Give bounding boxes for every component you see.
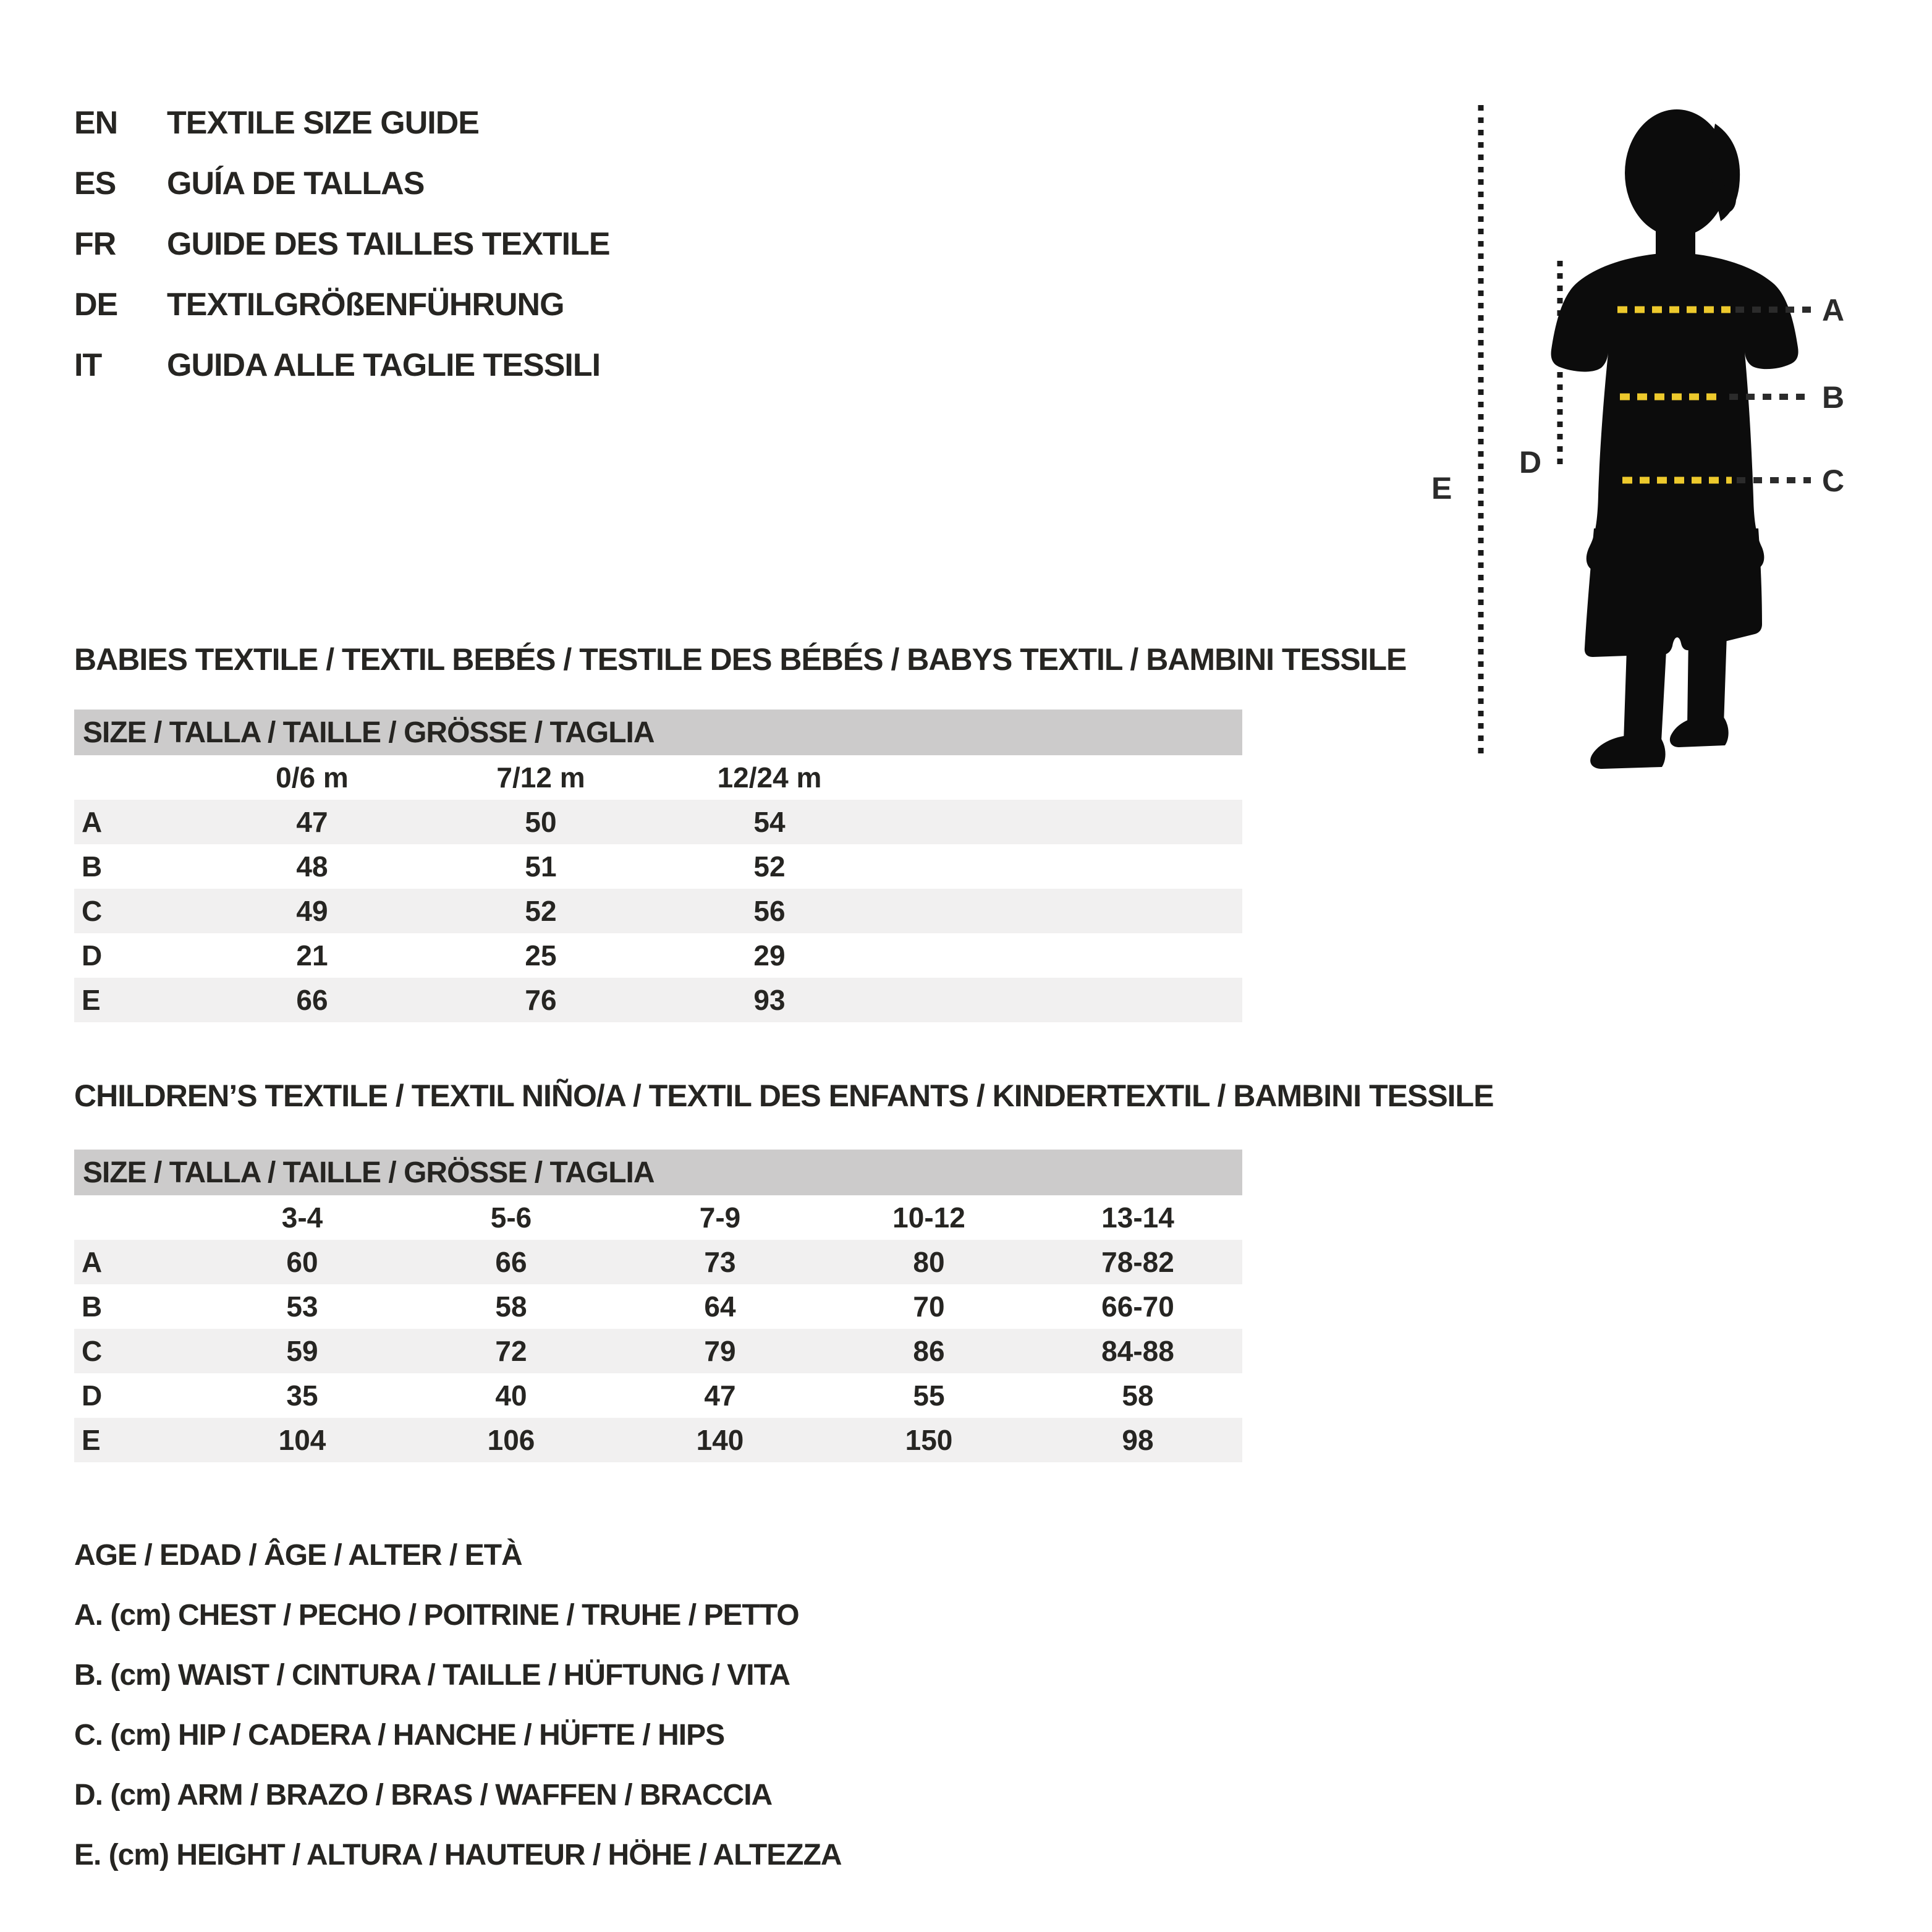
babies-row-b-val-1: 51 [525, 850, 557, 883]
children-row-b-label: B [82, 1290, 103, 1323]
babies-row-e-label: E [82, 984, 101, 1016]
language-title-es: GUÍA DE TALLAS [167, 166, 425, 201]
language-code-it: IT [74, 347, 102, 383]
children-row-b-val-1: 58 [495, 1290, 527, 1323]
children-row-c-label: C [82, 1335, 103, 1367]
babies-row-c [74, 889, 1242, 933]
babies-size-header-bar: SIZE / TALLA / TAILLE / GRÖSSE / TAGLIA [74, 710, 1242, 755]
measurement-legend [74, 1525, 842, 1885]
babies-row-e [74, 978, 1242, 1022]
figure-label-a: A [1822, 293, 1845, 328]
children-column-10-12: 10-12 [892, 1201, 965, 1234]
babies-row-c-val-1: 52 [525, 895, 557, 927]
babies-row-e-val-0: 66 [296, 984, 328, 1016]
children-row-e-val-2: 140 [696, 1424, 744, 1456]
babies-row-c-val-2: 56 [753, 895, 786, 927]
language-row-de [74, 274, 610, 335]
children-row-e-val-3: 150 [905, 1424, 953, 1456]
babies-section-heading: BABIES TEXTILE / TEXTIL BEBÉS / TESTILE DES BÉBÉS / BABYS TEXTIL / BAMBINI TESSILE [74, 642, 1407, 677]
language-code-fr: FR [74, 226, 116, 262]
children-row-d-val-3: 55 [913, 1379, 945, 1412]
language-row-it [74, 335, 610, 396]
babies-column-7-12m: 7/12 m [496, 761, 585, 794]
legend-chest-a: A. (cm) CHEST / PECHO / POITRINE / TRUHE / PETTO [74, 1599, 799, 1632]
language-row-fr [74, 214, 610, 274]
children-column-3-4: 3-4 [281, 1201, 323, 1234]
babies-row-c-label: C [82, 895, 103, 927]
children-row-e-label: E [82, 1424, 101, 1456]
children-row-c-val-4: 84-88 [1101, 1335, 1174, 1367]
babies-row-e-val-2: 93 [753, 984, 786, 1016]
children-row-a-val-2: 73 [704, 1246, 736, 1278]
children-row-d-val-1: 40 [495, 1379, 527, 1412]
children-row-a [74, 1240, 1242, 1284]
legend-age: AGE / EDAD / ÂGE / ALTER / ETÀ [74, 1539, 522, 1572]
children-row-b-val-4: 66-70 [1101, 1290, 1174, 1323]
children-row-b-val-2: 64 [704, 1290, 736, 1323]
legend-height-e: E. (cm) HEIGHT / ALTURA / HAUTEUR / HÖHE / ALTEZZA [74, 1839, 842, 1871]
children-row-a-val-4: 78-82 [1101, 1246, 1174, 1278]
children-row-d-val-4: 58 [1122, 1379, 1154, 1412]
children-column-5-6: 5-6 [490, 1201, 532, 1234]
figure-label-e: E [1431, 471, 1452, 506]
children-size-header-bar: SIZE / TALLA / TAILLE / GRÖSSE / TAGLIA [74, 1150, 1242, 1195]
babies-row-b-val-2: 52 [753, 850, 786, 883]
babies-row-d-val-2: 29 [753, 939, 786, 972]
children-row-b-val-0: 53 [286, 1290, 318, 1323]
children-row-a-val-1: 66 [495, 1246, 527, 1278]
babies-row-a-val-1: 50 [525, 806, 557, 838]
children-column-13-14: 13-14 [1101, 1201, 1174, 1234]
children-row-b [74, 1284, 1242, 1329]
language-code-de: DE [74, 287, 118, 323]
children-row-c-val-3: 86 [913, 1335, 945, 1367]
babies-row-a [74, 800, 1242, 844]
legend-waist-b: B. (cm) WAIST / CINTURA / TAILLE / HÜFTUNG / VITA [74, 1659, 790, 1692]
children-column-headers [74, 1195, 1242, 1240]
babies-row-a-val-0: 47 [296, 806, 328, 838]
children-row-c-val-0: 59 [286, 1335, 318, 1367]
babies-row-d-label: D [82, 939, 103, 972]
language-title-fr: GUIDE DES TAILLES TEXTILE [167, 226, 610, 262]
language-code-en: EN [74, 105, 118, 141]
babies-row-a-val-2: 54 [753, 806, 786, 838]
babies-column-headers [74, 755, 1242, 800]
children-row-d-val-2: 47 [704, 1379, 736, 1412]
children-row-c-val-2: 79 [704, 1335, 736, 1367]
children-section-heading: CHILDREN’S TEXTILE / TEXTIL NIÑO/A / TEXTIL DES ENFANTS / KINDERTEXTIL / BAMBINI TESSILE [74, 1078, 1494, 1113]
figure-label-c: C [1822, 464, 1845, 498]
figure-label-d: D [1519, 445, 1542, 480]
language-row-es [74, 153, 610, 214]
babies-size-table [74, 710, 1242, 1022]
children-row-a-label: A [82, 1246, 103, 1278]
children-row-e-val-0: 104 [278, 1424, 326, 1456]
babies-row-b-val-0: 48 [296, 850, 328, 883]
babies-row-c-val-0: 49 [296, 895, 328, 927]
babies-column-0-6m: 0/6 m [276, 761, 349, 794]
figure-label-b: B [1822, 380, 1845, 415]
children-row-e [74, 1418, 1242, 1462]
babies-row-e-val-1: 76 [525, 984, 557, 1016]
children-row-e-val-1: 106 [487, 1424, 535, 1456]
babies-row-d-val-0: 21 [296, 939, 328, 972]
children-row-a-val-3: 80 [913, 1246, 945, 1278]
children-row-d-label: D [82, 1379, 103, 1412]
child-silhouette [1551, 109, 1799, 769]
language-list [74, 93, 610, 396]
children-column-7-9: 7-9 [699, 1201, 741, 1234]
child-measurement-figure [1409, 93, 1891, 797]
children-row-d [74, 1373, 1242, 1418]
legend-hip-c: C. (cm) HIP / CADERA / HANCHE / HÜFTE / HIPS [74, 1719, 725, 1752]
language-row-en [74, 93, 610, 153]
language-title-de: TEXTILGRÖßENFÜHRUNG [167, 287, 564, 323]
children-row-b-val-3: 70 [913, 1290, 945, 1323]
child-silhouette-diagram [1409, 93, 1891, 797]
legend-arm-d: D. (cm) ARM / BRAZO / BRAS / WAFFEN / BRACCIA [74, 1779, 773, 1811]
children-row-a-val-0: 60 [286, 1246, 318, 1278]
babies-row-b-label: B [82, 850, 103, 883]
children-row-c [74, 1329, 1242, 1373]
babies-column-12-24m: 12/24 m [717, 761, 822, 794]
children-row-d-val-0: 35 [286, 1379, 318, 1412]
babies-row-d-val-1: 25 [525, 939, 557, 972]
babies-row-a-label: A [82, 806, 103, 838]
babies-row-d [74, 933, 1242, 978]
children-row-e-val-4: 98 [1122, 1424, 1154, 1456]
language-code-es: ES [74, 166, 116, 201]
babies-row-b [74, 844, 1242, 889]
children-size-table [74, 1150, 1242, 1462]
children-row-c-val-1: 72 [495, 1335, 527, 1367]
language-title-it: GUIDA ALLE TAGLIE TESSILI [167, 347, 601, 383]
language-title-en: TEXTILE SIZE GUIDE [167, 105, 479, 141]
